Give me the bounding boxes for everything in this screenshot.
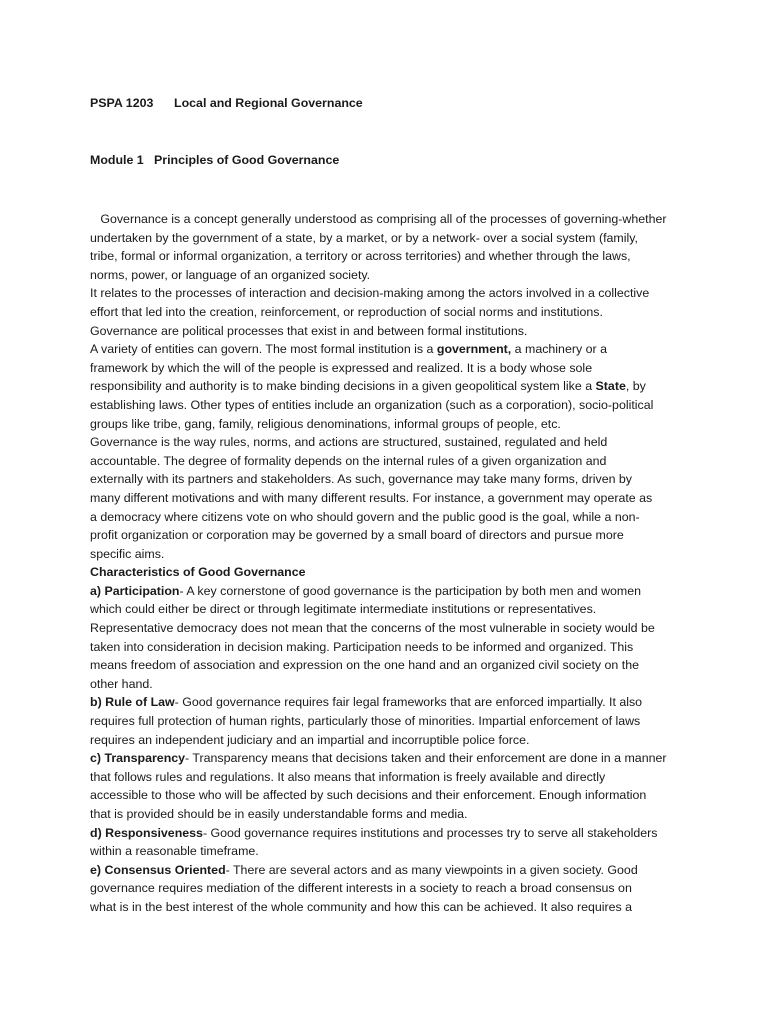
text-line: profit organization or corporation may be governed by a small board of directors and pursue more [90, 528, 624, 543]
item-label: a) Participation [90, 583, 180, 598]
text-line: effort that led into the creation, reinforcement, or reproduction of social norms and institutions. [90, 304, 603, 319]
text-line [90, 582, 680, 601]
text-run: - Good governance requires institutions and processes try to serve all stakeholders [202, 825, 658, 840]
module-heading: Module 1 Principles of Good Governance [90, 153, 340, 167]
text-line: norms, power, or language of an organized society. [90, 267, 371, 282]
text-line: which could either be direct or through legitimate intermediate institutions or representatives. [90, 602, 597, 617]
text-line [90, 340, 680, 359]
document-body [90, 210, 680, 917]
text-line: governance requires mediation of the different interests in a society to reach a broad consensus on [90, 881, 632, 896]
course-heading: PSPA 1203 Local and Regional Governance [90, 96, 363, 110]
text-line: that is provided should be in easily understandable forms and media. [90, 807, 468, 821]
text-line [90, 861, 680, 880]
text-line: groups like tribe, gang, family, religious denominations, informal groups of people, etc. [90, 416, 561, 431]
text-line: taken into consideration in decision making. Participation needs to be informed and organized. This [90, 639, 634, 654]
text-line: tribe, formal or informal organization, a territory or across territories) and whether through the laws, [90, 249, 631, 264]
bold-term-government: government, [436, 342, 512, 357]
text-line: framework by which the will of the people is expressed and realized. It is a body whose sole [90, 360, 593, 375]
way-paragraph [90, 433, 680, 563]
text-run: - Good governance requires fair legal frameworks that are enforced impartially. It also [174, 695, 643, 710]
text-line: accessible to those who will be affected by such decisions and their enforcement. Enough information [90, 788, 647, 803]
text-line [90, 377, 680, 396]
rule-of-law-paragraph [90, 693, 680, 749]
variety-paragraph [90, 340, 680, 433]
text-line: means freedom of association and expression on the one hand and an organized civil society on the [90, 658, 639, 673]
text-run: - There are several actors and as many viewpoints in a given society. Good [225, 862, 638, 877]
text-line: externally with its partners and stakeholders. As such, governance may take many forms, driven by [90, 472, 632, 487]
text-line [90, 693, 680, 712]
item-label: e) Consensus Oriented [90, 862, 226, 877]
transparency-paragraph [90, 749, 680, 823]
text-line: requires full protection of human rights, particularly those of minorities. Impartial enforcement of laws [90, 714, 641, 729]
consensus-paragraph [90, 861, 680, 917]
text-line: undertaken by the government of a state, by a market, or by a network- over a social system (family, [90, 230, 638, 245]
text-line [90, 749, 680, 768]
text-line: within a reasonable timeframe. [90, 844, 259, 859]
text-line: Representative democracy does not mean that the concerns of the most vulnerable in society would be [90, 621, 655, 636]
text-run: - A key cornerstone of good governance is the participation by both men and women [179, 583, 642, 598]
item-label: d) Responsiveness [90, 825, 203, 840]
text-run: a machinery or a [511, 342, 607, 357]
bold-term-state: State [595, 379, 626, 394]
text-line: a democracy where citizens vote on who should govern and the public good is the goal, while a non- [90, 509, 640, 524]
item-label: b) Rule of Law [90, 695, 175, 710]
text-run: responsibility and authority is to make binding decisions in a given geopolitical system like a [90, 379, 596, 394]
text-line: accountable. The degree of formality depends on the internal rules of a given organization and [90, 453, 607, 468]
text-line: Governance are political processes that exist in and between formal institutions. [90, 323, 528, 338]
text-line: other hand. [90, 676, 153, 691]
text-line [90, 824, 680, 843]
text-line: establishing laws. Other types of entities include an organization (such as a corporation), socio-political [90, 397, 654, 412]
text-line: requires an independent judiciary and an impartial and incorruptible police force. [90, 732, 530, 747]
text-line: specific aims. [90, 546, 165, 561]
text-line: Governance is the way rules, norms, and actions are structured, sustained, regulated and held [90, 435, 608, 450]
participation-paragraph [90, 582, 680, 694]
text-run: , by [625, 379, 646, 394]
text-run: - Transparency means that decisions taken and their enforcement are done in a manner [185, 751, 667, 766]
text-run: A variety of entities can govern. The most formal institution is a [90, 342, 437, 357]
responsiveness-paragraph [90, 824, 680, 861]
text-line: what is in the best interest of the whole community and how this can be achieved. It also requires a [90, 899, 633, 914]
text-line: that follows rules and regulations. It also means that information is freely available and directly [90, 769, 606, 784]
item-label: c) Transparency [90, 751, 186, 766]
text-line: Governance is a concept generally understood as comprising all of the processes of governing-whether [90, 212, 667, 226]
intro-paragraph [90, 210, 680, 340]
text-line: many different motivations and with many different results. For instance, a government may operate as [90, 490, 653, 505]
text-line: It relates to the processes of interaction and decision-making among the actors involved in a collective [90, 286, 650, 301]
characteristics-heading: Characteristics of Good Governance [90, 565, 306, 580]
